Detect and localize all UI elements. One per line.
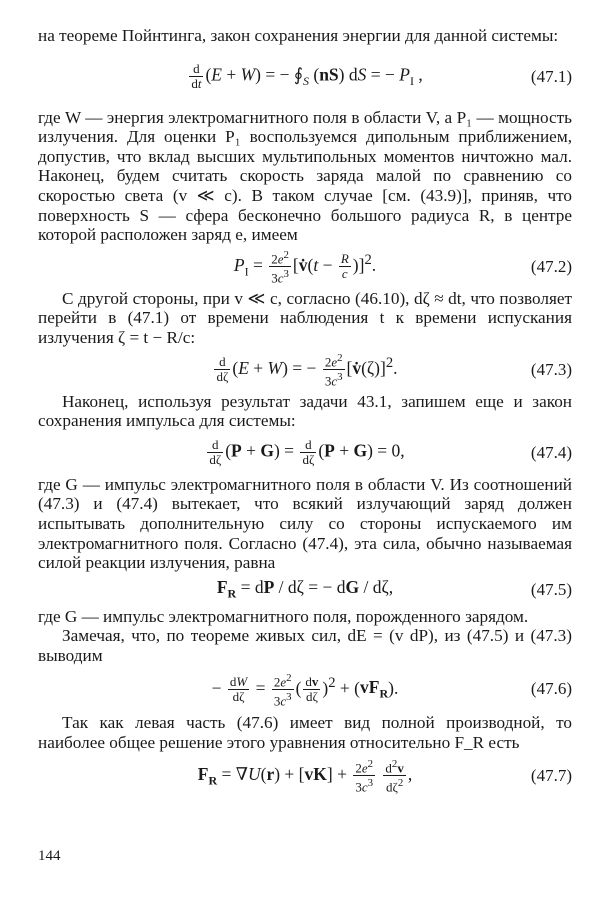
paragraph: где G — импульс электромагнитного поля в области V. Из соотношений (47.3) и (47.4) вытекает, что всякий излучающий заряд должен испытывать дополнительную силу со стороны испускаемого им электромагнитного поля. Согласно (47.4), эта сила, обычно называемая силой реакции излучения, равна xyxy=(38,474,572,573)
equation-body: $\frac{d}{dt}$ (E + W) = − $∮_S$ (nS) dS = − $P_I$ , xyxy=(191,61,423,92)
page-number: 144 xyxy=(38,848,61,864)
equation xyxy=(38,665,572,713)
equation xyxy=(38,348,572,392)
equation-number: (47.7) xyxy=(530,765,572,785)
equation-number: (47.6) xyxy=(530,679,572,699)
equation-number: (47.2) xyxy=(530,256,572,276)
equation-number: (47.5) xyxy=(530,579,572,599)
equation xyxy=(38,431,572,475)
equation xyxy=(38,245,572,289)
equation-body: $\frac{d}{d\zeta}$ (E + W) = − $\frac{2e^2}{3c^3}$ [v̇(ζ)]$^2$. xyxy=(216,351,398,389)
equation xyxy=(38,753,572,799)
equation xyxy=(38,46,572,108)
page-body xyxy=(38,26,572,799)
equation xyxy=(38,573,572,607)
paragraph: С другой стороны, при v ≪ c, согласно (46.10), dζ ≈ dt, что позволяет перейти в (47.1) от времени наблюдения t к времени испускания излучения ζ = t − R/c: xyxy=(38,288,572,347)
equation-body: $F_R$ = dP / dζ = − dG / dζ, xyxy=(216,577,394,601)
paragraph: Так как левая часть (47.6) имеет вид полной производной, то наиболее общее решение этого уравнения относительно F_R есть xyxy=(38,713,572,753)
paragraph: на теореме Пойнтинга, закон сохранения энергии для данной системы: xyxy=(38,26,559,45)
equation-body: − $\frac{dW}{d\zeta}$ = $\frac{2e^2}{3c^3}$ ( $\frac{dv}{d\zeta}$ )$^2 + (vF_R)$. xyxy=(211,671,399,709)
paragraph: Наконец, используя результат задачи 43.1, запишем еще и закон сохранения импульса для системы: xyxy=(38,391,572,431)
equation-number: (47.1) xyxy=(530,66,572,86)
equation-body: $F_R = \nabla U(r) + [vK]$ + $\frac{2e^2}{3c^3}$ $\frac{d^2v}{d\zeta^2}$ , xyxy=(197,757,413,795)
paragraph: Замечая, что, по теореме живых сил, dE = (v dP), из (47.5) и (47.3) выводим xyxy=(38,626,572,665)
equation-number: (47.4) xyxy=(530,442,572,462)
equation-body: $P_I$ = $\frac{2e^2}{3c^3}$ [v̇(t − $\frac{R}{c}$ )]$^2$. xyxy=(233,248,377,286)
equation-body: $\frac{d}{d\zeta}$ (P + G) = $\frac{d}{d\zeta}$ (P + G) = 0, xyxy=(209,437,405,468)
paragraph: где G — импульс электромагнитного поля, порожденного зарядом. xyxy=(38,606,529,626)
paragraph: где W — энергия электромагнитного поля в области V, а P₁ — мощность излучения. Для оценки P₁ воспользуемся дипольным приближением, допустив, что вклад высших мультипольных моментов ничтожно мал. Наконец, будем считать скорость заряда малой по сравнению со скоростью света (v ≪ c). В таком случае [см. (43.9)], приняв, что поверхность S — сфера бесконечно большого радиуса R, в центре которой расположен заряд e, имеем xyxy=(38,107,572,245)
equation-number: (47.3) xyxy=(530,359,572,379)
